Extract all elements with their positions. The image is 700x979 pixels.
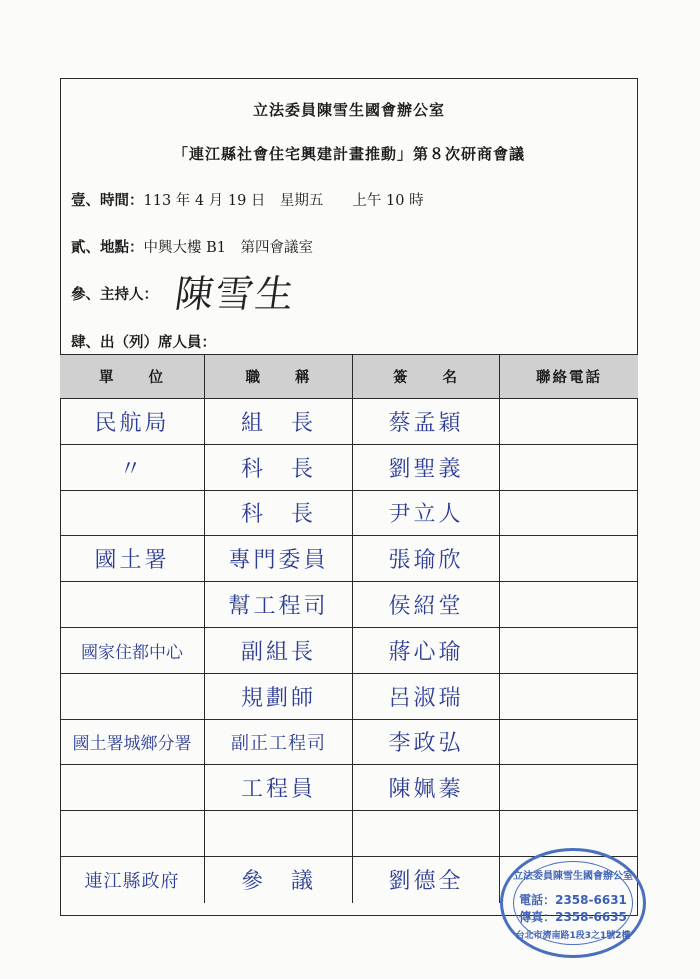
header-signature: 簽 名 bbox=[353, 355, 500, 398]
phone-cell bbox=[500, 582, 638, 627]
unit-cell bbox=[60, 491, 205, 536]
phone-cell bbox=[500, 491, 638, 536]
table-row bbox=[60, 491, 638, 537]
signature-cell: 侯紹堂 bbox=[353, 582, 500, 627]
unit-cell: 國土署 bbox=[60, 536, 205, 581]
unit-cell: 民航局 bbox=[60, 399, 205, 444]
signature-cell: 李政弘 bbox=[353, 720, 500, 765]
signature-cell: 張瑜欣 bbox=[353, 536, 500, 581]
header-unit: 單 位 bbox=[60, 355, 205, 398]
table-row bbox=[60, 720, 638, 766]
table-row bbox=[60, 399, 638, 445]
unit-cell bbox=[60, 582, 205, 627]
form-frame bbox=[60, 78, 638, 916]
phone-cell bbox=[500, 674, 638, 719]
table-row bbox=[60, 674, 638, 720]
unit-cell bbox=[60, 674, 205, 719]
stamp-fax: 傳真：2358-6635 bbox=[519, 910, 627, 924]
phone-cell bbox=[500, 720, 638, 765]
table-row bbox=[60, 628, 638, 674]
table-header-row bbox=[60, 354, 638, 399]
signature-cell: 尹立人 bbox=[353, 491, 500, 536]
signature-cell: 劉聖義 bbox=[353, 445, 500, 490]
phone-cell bbox=[500, 536, 638, 581]
attendees-line bbox=[71, 331, 216, 352]
signature-cell: 呂淑瑞 bbox=[353, 674, 500, 719]
unit-cell bbox=[60, 765, 205, 810]
office-stamp bbox=[500, 848, 646, 958]
title-cell: 工程員 bbox=[205, 765, 353, 810]
unit-cell: 國家住都中心 bbox=[60, 628, 205, 673]
title-cell: 專門委員 bbox=[205, 536, 353, 581]
attendees-label: 肆、出（列）席人員： bbox=[71, 334, 216, 351]
table-row bbox=[60, 765, 638, 811]
title-cell bbox=[205, 811, 353, 856]
table-row bbox=[60, 445, 638, 491]
title-cell: 科 長 bbox=[205, 445, 353, 490]
unit-cell: 〃 bbox=[60, 445, 205, 490]
signature-cell: 蔡孟穎 bbox=[353, 399, 500, 444]
signature-cell: 蔣心瑜 bbox=[353, 628, 500, 673]
stamp-office: 立法委員陳雪生國會辦公室 bbox=[513, 871, 633, 882]
time-label: 壹、時間： bbox=[71, 192, 144, 209]
meeting-title: 「連江縣社會住宅興建計畫推動」第８次研商會議 bbox=[172, 145, 525, 163]
title-cell: 參 議 bbox=[205, 857, 353, 903]
title-cell: 副正工程司 bbox=[205, 720, 353, 765]
place-line bbox=[71, 236, 313, 257]
title-cell: 幫工程司 bbox=[205, 582, 353, 627]
signature-cell: 劉德全 bbox=[353, 857, 500, 903]
table-row bbox=[60, 582, 638, 628]
header-phone: 聯絡電話 bbox=[536, 369, 602, 386]
stamp-address: 台北市濟南路1段3之1號2樓 bbox=[515, 931, 631, 941]
signature-cell: 陳姵蓁 bbox=[353, 765, 500, 810]
signature-cell bbox=[353, 811, 500, 856]
phone-cell bbox=[500, 628, 638, 673]
unit-cell: 連江縣政府 bbox=[60, 857, 205, 903]
phone-cell bbox=[500, 765, 638, 810]
stamp-phone: 電話：2358-6631 bbox=[519, 893, 627, 907]
title-cell: 組 長 bbox=[205, 399, 353, 444]
time-line bbox=[71, 189, 424, 210]
phone-cell bbox=[500, 445, 638, 490]
title-cell: 副組長 bbox=[205, 628, 353, 673]
title-cell: 科 長 bbox=[205, 491, 353, 536]
host-label: 參、主持人： bbox=[71, 286, 158, 303]
title-cell: 規劃師 bbox=[205, 674, 353, 719]
phone-cell bbox=[500, 399, 638, 444]
place-label: 貳、地點： bbox=[71, 239, 144, 256]
header-title: 職 稱 bbox=[205, 355, 353, 398]
place-value: 中興大樓 B1 第四會議室 bbox=[143, 240, 313, 256]
time-value: 113 年 4 月 19 日 星期五 上午 10 時 bbox=[143, 193, 424, 209]
office-title: 立法委員陳雪生國會辦公室 bbox=[252, 101, 445, 119]
host-signature: 陳雪生 bbox=[172, 272, 299, 316]
unit-cell bbox=[60, 811, 205, 856]
table-row bbox=[60, 536, 638, 582]
unit-cell: 國土署城鄉分署 bbox=[60, 720, 205, 765]
host-line bbox=[71, 283, 158, 304]
